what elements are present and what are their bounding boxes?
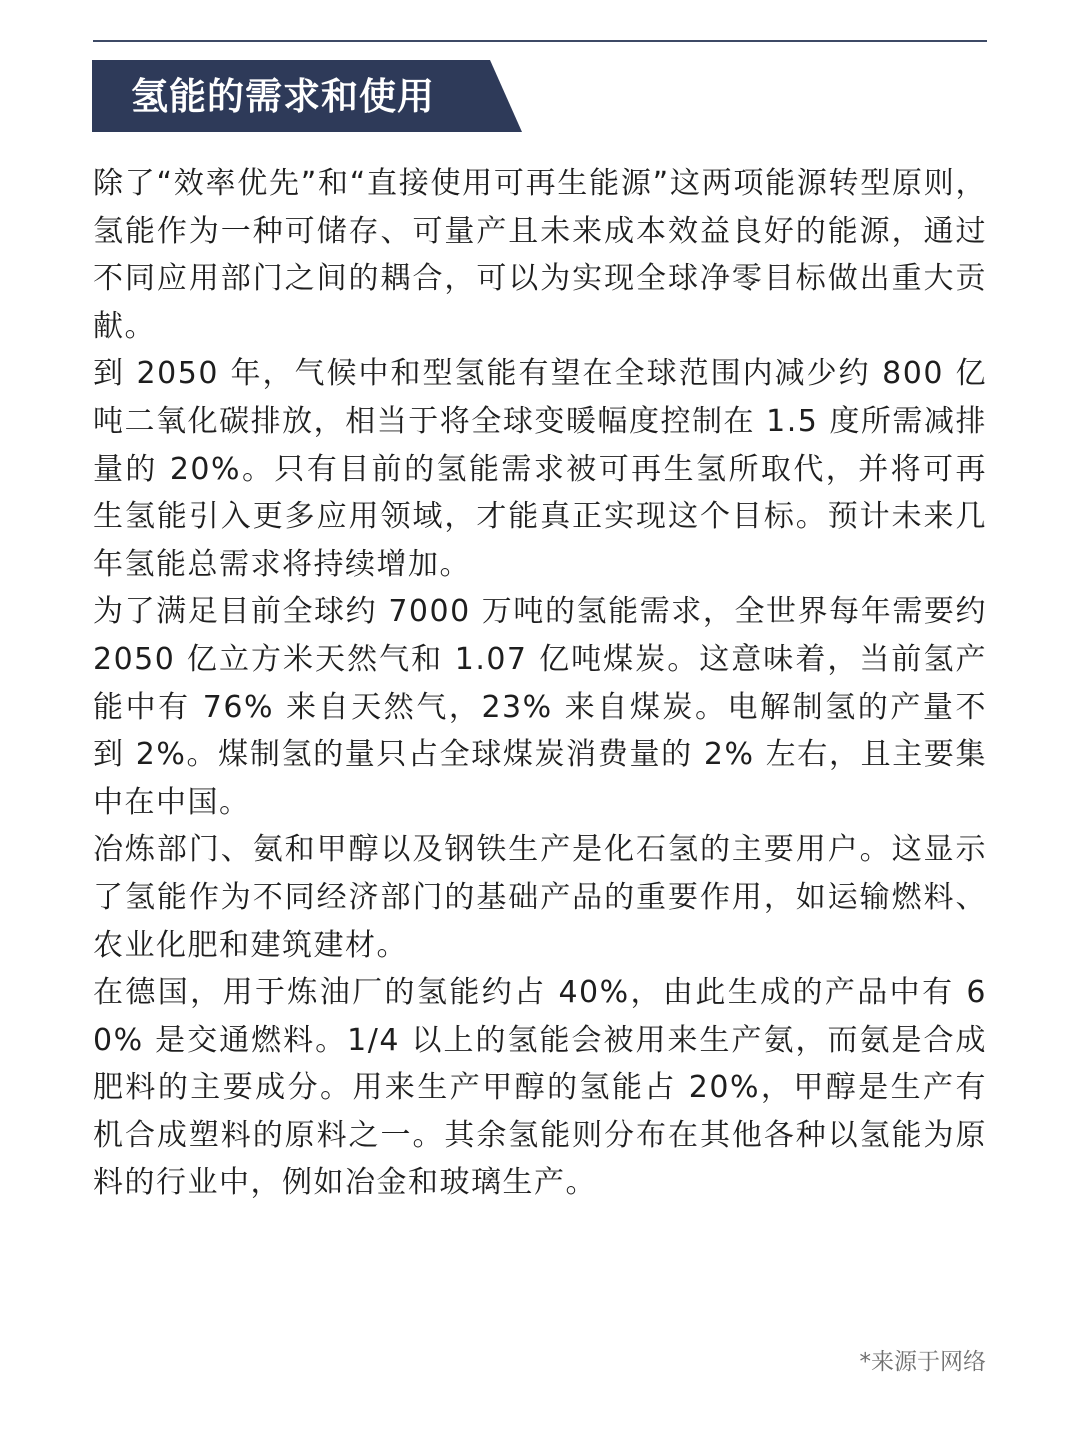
paragraph-global-demand: 为了满足目前全球约 7000 万吨的氢能需求，全世界每年需要约 2050 亿立方米天然气和 1.07 亿吨煤炭。这意味着，当前氢产能中有 76% 来自天然气，23% 来自煤炭。电解制氢的产量不到 2%。煤制氢的量只占全球煤炭消费量的 2% 左右，且主要集中在中国。 bbox=[93, 594, 987, 820]
article-body bbox=[93, 160, 987, 1207]
source-note: *来源于网络 bbox=[859, 1349, 986, 1375]
top-divider bbox=[93, 40, 987, 42]
paragraph-2050-target: 到 2050 年，气候中和型氢能有望在全球范围内减少约 800 亿吨二氧化碳排放，相当于将全球变暖幅度控制在 1.5 度所需减排量的 20%。只有目前的氢能需求被可再生氢所取代，并将可再生氢能引入更多应用领域，才能真正实现这个目标。预计未来几年氢能总需求将持续增加。 bbox=[93, 356, 987, 582]
paragraph-germany: 在德国，用于炼油厂的氢能约占 40%，由此生成的产品中有 60% 是交通燃料。1/4 以上的氢能会被用来生产氨，而氨是合成肥料的主要成分。用来生产甲醇的氢能占 20%，甲醇是生产有机合成塑料的原料之一。其余氢能则分布在其他各种以氢能为原料的行业中，例如冶金和玻璃生产。 bbox=[93, 975, 987, 1201]
paragraph-efficiency: 除了“效率优先”和“直接使用可再生能源”这两项能源转型原则，氢能作为一种可储存、可量产且未来成本效益良好的能源，通过不同应用部门之间的耦合，可以为实现全球净零目标做出重大贡献。 bbox=[93, 166, 987, 344]
paragraph-main-users: 冶炼部门、氨和甲醇以及钢铁生产是化石氢的主要用户。这显示了氢能作为不同经济部门的基础产品的重要作用，如运输燃料、农业化肥和建筑建材。 bbox=[93, 832, 987, 963]
section-title: 氢能的需求和使用 bbox=[131, 74, 435, 118]
